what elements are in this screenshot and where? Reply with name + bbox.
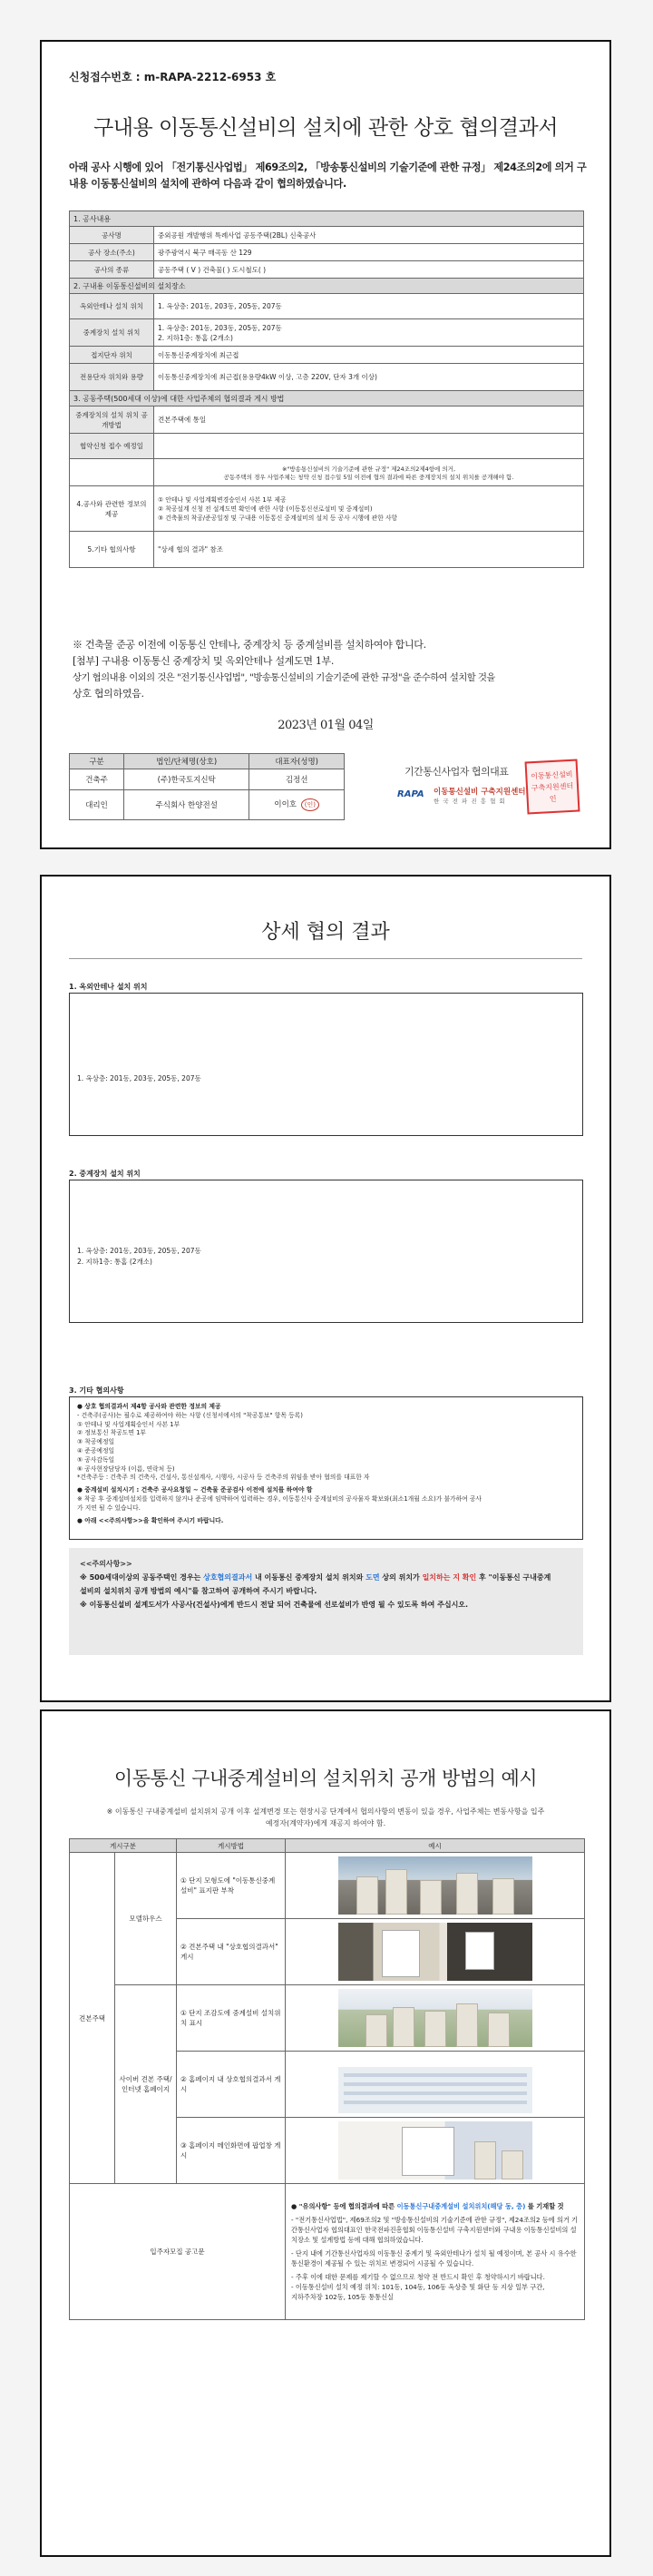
row-value: 중외공원 개발행위 특례사업 공동주택(2BL) 신축공사 <box>154 227 584 244</box>
agency-label: 기간통신사업자 협의대표 <box>404 766 509 778</box>
notice-text: 내 이동통신 중계장치 설치 위치와 <box>252 1573 366 1582</box>
group-label: 견본주택 <box>70 1853 115 2184</box>
note-line: [첨부] 구내용 이동통신 중계장치 및 옥외안테나 설계도면 1부. <box>73 655 335 667</box>
section-header: 1. 옥외안테나 설치 위치 <box>69 983 148 991</box>
row-label: 공사 장소(주소) <box>70 244 154 261</box>
notice-highlight: 상호협의결과서 <box>203 1573 253 1582</box>
sign-cell-representative <box>249 790 345 820</box>
subgroup-label: 사이버 견본 주택/인터넷 홈페이지 <box>115 1985 177 2184</box>
disclosure-method-page <box>40 1709 611 2557</box>
row-value: 이동통신중계장치에 최근접(용용량4kW 이상, 고층 220V, 단자 3개 이상) <box>154 364 584 391</box>
method-text: ② 홈페이지 내 상호협의결과서 게시 <box>177 2052 286 2118</box>
guidance-line: - 단지 내에 기간통신사업자의 이동통신 중계기 및 옥외안테나가 설치 될 예정이며, 본 공사 시 유수한 통신환경이 제공될 수 있는 위치로 변경되어 시공될 수 있습니다. <box>291 2249 577 2267</box>
guidance-line: - "전기통신사업법", 제69조의2 및 "방송통신설비의 기술기준에 관한 규정", 제24조의2 등에 의거 기간통신사업자 협의대표인 한국전파진흥협회 이동통신설비 구축지원센터와 구내용 이동통신설비의 설치장소 및 설계방법 등에 대해 협의하였습니다. <box>291 2216 578 2244</box>
group-label: 입주자모집 공고문 <box>70 2184 286 2320</box>
other-matters-line: ● 아래 <<주의사항>>을 확인하여 주시기 바랍니다. <box>77 1516 224 1524</box>
row-value: 1. 옥상층: 201동, 203동, 205동, 207동 2. 지하1층: 통홈 (2개소) <box>154 319 584 347</box>
other-matters-line: ⑥ 공사현장담당자 (이름, 연락처 등) <box>77 1464 175 1473</box>
table-header: 게시구분 <box>70 1839 177 1853</box>
example-image <box>286 1853 585 1919</box>
row-value: 이동통신중계장치에 최근접 <box>154 347 584 364</box>
other-matters-line: ① 안테나 및 사업계획승인서 사본 1부 <box>77 1420 180 1428</box>
signature-table <box>69 753 345 820</box>
sign-cell: 대리인 <box>70 790 124 820</box>
sign-cell: 건축주 <box>70 769 124 790</box>
other-matters-line: 가 지연 될 수 있습니다. <box>77 1503 141 1512</box>
example-image <box>286 1919 585 1985</box>
notice-title: <<주의사항>> <box>80 1560 132 1568</box>
official-seal: 이동통신설비 구축지원센터 인 <box>525 759 580 815</box>
guidance-line: 지하주차장 102동, 105동 통통신실 <box>291 2293 394 2301</box>
note-line: ※ 건축물 준공 이전에 이동통신 안테나, 중계장치 등 중계설비를 설치하여야 합니다. <box>73 639 426 651</box>
intro-paragraph: 아래 공사 시행에 있어 「전기통신사업법」 제69조의2, 「방송통신설비의 기술기준에 관한 규정」 제24조의2에 의거 구내용 이동통신설비의 설치에 관하여 다음과 같이 협의하였습니다. <box>69 162 587 190</box>
method-text: ① 단지 조감도에 중계설비 설치위치 표시 <box>177 1985 286 2052</box>
method-text: ③ 홈페이지 메인화면에 팝업창 게시 <box>177 2118 286 2184</box>
rapa-association-name: 한 국 전 파 진 흥 협 회 <box>434 798 506 805</box>
other-matters-line: ⑤ 공사감독일 <box>77 1455 115 1464</box>
row-value: ※"방송통신설비의 기술기준에 관한 규정" 제24조의2제4항에 의거, 공동주택의 경우 사업주체는 청약 신청 접수일 5일 이전에 협의 결과에 따른 중계장치의 설치 위치를 공개해야 함. <box>154 459 584 486</box>
guidance-highlight: 이동통신구내중계설비 설치위치(해당 동, 층) <box>396 2202 526 2210</box>
table-header: 예시 <box>286 1839 585 1853</box>
row-label <box>70 459 154 486</box>
title-divider <box>69 958 582 959</box>
sign-header: 법인/단체명(상호) <box>124 754 249 769</box>
other-matters-box <box>69 1396 583 1540</box>
document-title: 구내용 이동통신설비의 설치에 관한 상호 협의결과서 <box>93 116 558 140</box>
page-note: ※ 이동통신 구내중계설비 설치위치 공개 이후 설계변경 또는 현장시공 단계에서 협의사항의 변동이 있을 경우, 사업주체는 변동사항을 입주예정자(계약자)에게 재공지 하여야 함. <box>106 1807 545 1827</box>
notice-text: 후 "이동통신 구내중계 <box>476 1573 551 1582</box>
page-title: 상세 협의 결과 <box>261 921 390 944</box>
repeater-location-line: 1. 옥상층: 201동, 203동, 205동, 207동 <box>77 1247 201 1255</box>
notice-text: 상의 위치가 <box>379 1573 423 1582</box>
other-matters-line: ④ 준공예정일 <box>77 1446 115 1455</box>
other-matters-line: ③ 착공예정일 <box>77 1438 115 1446</box>
section-header: 3. 기타 협의사항 <box>69 1386 124 1395</box>
note-line: 상기 협의내용 이외의 것은 "전기통신사업법", "방송통신설비의 기술기준에 관한 규정"을 준수하여 설치할 것을 <box>73 672 495 683</box>
row-value: 견본주택에 통일 <box>154 406 584 434</box>
notice-highlight: 도면 <box>365 1573 380 1582</box>
section-header: 3. 공동주택(500세대 이상)에 대한 사업주체의 협의결과 게시 방법 <box>70 391 584 406</box>
agreement-date: 2023년 01월 04일 <box>278 719 374 732</box>
construction-info-table <box>69 211 584 568</box>
section-header: 2. 중계장치 설치 위치 <box>69 1170 141 1178</box>
row-label: 중계장치 설치 위치 <box>70 319 154 347</box>
other-matters-line: ※ 착공 후 중계설비설치를 입력하지 않거나 준공에 임박하여 입력하는 경우, 이동통신사 중계설비의 공사물자 확보와(최소1개월 소요)가 불가하여 공사 <box>77 1494 482 1503</box>
representative-name: 이이호 <box>274 800 297 809</box>
section-header: 1. 공사내용 <box>70 211 584 227</box>
row-value <box>154 434 584 459</box>
notice-paragraph: ※ 이동통신설비 설계도서가 사공사(건설사)에게 반드시 전달 되어 건축물에 선로설비가 반영 될 수 있도록 하여 주십시오. <box>80 1601 469 1609</box>
detail-result-page <box>40 875 611 1702</box>
other-matters-line: - 건축주(공사)는 필수로 제공하여야 하는 사항 (신청서에서의 "착공통보" 항목 등록) <box>77 1411 303 1419</box>
popup-screenshot <box>338 2121 532 2179</box>
other-matters-line: ● 상호 협의결과서 제4항 공사와 관련한 정보의 제공 <box>77 1403 221 1410</box>
example-image <box>286 2052 585 2118</box>
section-header: 2. 구내용 이동통신설비의 설치장소 <box>70 279 584 294</box>
example-image <box>286 1985 585 2052</box>
rapa-center-name: 이동통신설비 구축지원센터 <box>434 788 526 797</box>
row-label: 접지단자 위치 <box>70 347 154 364</box>
registration-number: 신청접수번호 : m-RAPA-2212-6953 호 <box>69 71 277 83</box>
guidance-text: ● "유의사항" 등에 협의결과에 따른 <box>291 2202 397 2210</box>
row-label: 4.공사와 관련한 정보의 제공 <box>70 486 154 532</box>
notice-paragraph <box>80 1571 572 1584</box>
repeater-location-line: 2. 지하1층: 통홈 (2개소) <box>77 1258 152 1266</box>
row-label: 전용단자 위치와 용량 <box>70 364 154 391</box>
notice-highlight: 일치하는 지 확인 <box>422 1573 477 1582</box>
homepage-screenshot <box>338 2055 532 2113</box>
row-value: 1. 옥상층: 201동, 203동, 205동, 207동 <box>154 294 584 319</box>
sign-cell: (주)한국토지신탁 <box>124 769 249 790</box>
row-label: 중계장치의 설치 위치 공개방법 <box>70 406 154 434</box>
method-text: ① 단지 모형도에 "이동통신중계설비" 표지판 부착 <box>177 1853 286 1919</box>
repeater-location-box <box>69 1180 583 1323</box>
sign-cell: 김정선 <box>249 769 345 790</box>
other-matters-line: *건축주등 : 건축주 의 건축사, 건설사, 통신설계사, 시행사, 시공사 등 건축주의 위임을 받아 협의를 대표한 자 <box>77 1474 370 1482</box>
table-header: 게시방법 <box>177 1839 286 1853</box>
sign-header: 대표자(성명) <box>249 754 345 769</box>
disclosure-method-table <box>69 1838 585 2320</box>
antenna-location-box <box>69 993 583 1136</box>
guidance-line: - 주후 이에 대한 문제를 제기할 수 없으므로 청약 전 반드시 확인 후 청약하시기 바랍니다. <box>291 2273 545 2281</box>
display-photo <box>338 1923 532 1981</box>
row-label: 협약신청 접수 예정일 <box>70 434 154 459</box>
row-label: 공사명 <box>70 227 154 244</box>
row-label: 5.기타 협의사항 <box>70 532 154 568</box>
personal-stamp: (인) <box>301 798 319 811</box>
announcement-guidance <box>286 2184 585 2320</box>
notice-paragraph: 설비의 설치위치 공개 방법의 예시"를 참고하여 공개하여 주시기 바랍니다. <box>80 1587 317 1595</box>
page-title: 이동통신 구내중계설비의 설치위치 공개 방법의 예시 <box>113 1768 538 1789</box>
other-matters-line: ● 중계설비 설치시기 : 건축주 공사요청일 ~ 건축물 준공검사 이전에 설치를 하여야 함 <box>77 1486 313 1494</box>
notice-text: ※ 500세대이상의 공동주택인 경우는 <box>80 1573 204 1582</box>
model-sign-photo <box>338 1856 532 1915</box>
guidance-lead <box>291 2201 579 2211</box>
row-label: 공사의 종류 <box>70 261 154 279</box>
row-value: "상세 협의 결과" 참조 <box>154 532 584 568</box>
method-text: ② 견본주택 내 "상호협의결과서" 게시 <box>177 1919 286 1985</box>
caution-notice <box>69 1548 583 1655</box>
note-line: 상호 협의하였음. <box>73 688 144 700</box>
antenna-location-text: 1. 옥상층: 201동, 203동, 205동, 207동 <box>77 1074 201 1082</box>
guidance-text: 를 기재할 것 <box>525 2202 564 2210</box>
agency-signature-block <box>397 764 588 828</box>
guidance-line: - 이동통신설비 설치 예정 위치: 101동, 104동, 106동 옥상층 및 화단 등 지상 일부 구간, <box>291 2283 545 2291</box>
rapa-logo: RAPA <box>397 789 424 799</box>
agreement-page <box>40 40 611 849</box>
sign-header: 구분 <box>70 754 124 769</box>
row-value: 공동주택 ( V ) 건축물( ) 도시철도( ) <box>154 261 584 279</box>
sign-cell: 주식회사 한양전설 <box>124 790 249 820</box>
row-value: 광주광역시 북구 매곡동 산 129 <box>154 244 584 261</box>
example-image <box>286 2118 585 2184</box>
site-overview-image <box>338 1989 532 2047</box>
row-value: ① 안테나 및 사업계획변경승인서 사본 1부 제공 ② 착공설계 신청 전 설계도면 확인에 관한 사항 (이동통신선로설비 및 중계설비) ③ 건축물의 착공/준공일정 및 구내용 이동통신 중계설비의 설치 등 공사 시행에 관한 사항 <box>154 486 584 532</box>
other-matters-line: ② 정보통신 착공도면 1부 <box>77 1429 146 1437</box>
subgroup-label: 모델하우스 <box>115 1853 177 1985</box>
row-label: 옥외안테나 설치 위치 <box>70 294 154 319</box>
